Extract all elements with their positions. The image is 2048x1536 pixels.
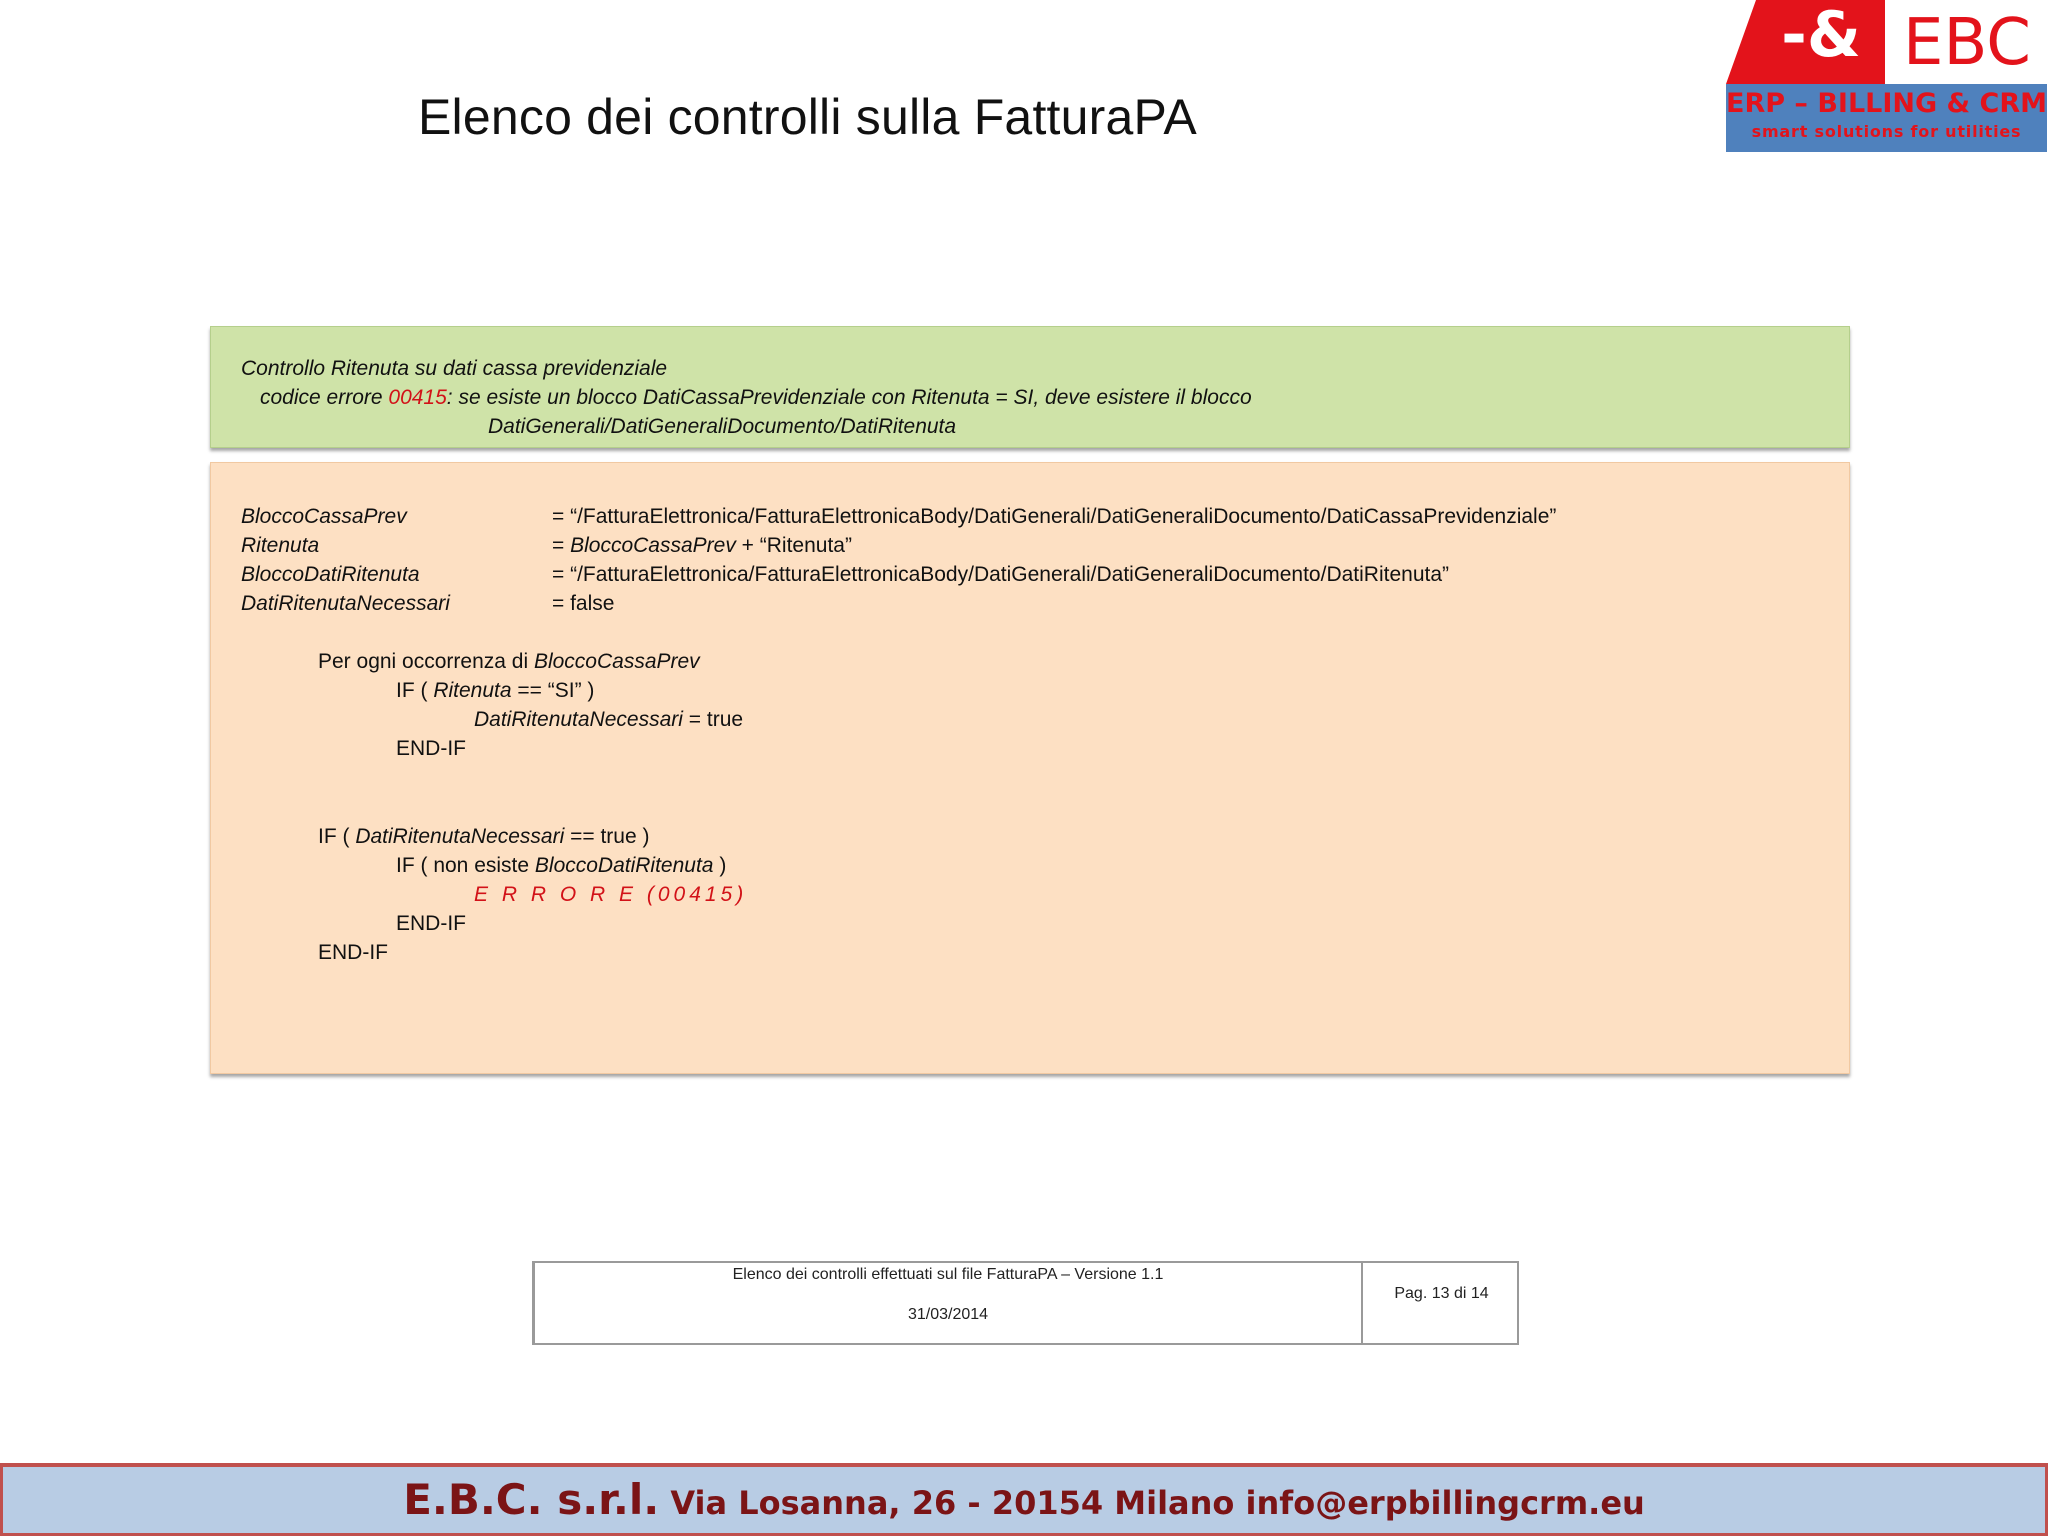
if-part: == true )	[564, 825, 650, 848]
ebc-logo	[1726, 0, 2047, 152]
footer-doc-title: Elenco dei controlli effettuati sul file FatturaPA – Versione 1.1	[732, 1266, 1164, 1283]
assign-line	[474, 708, 743, 732]
code-prefix: codice errore	[260, 386, 389, 409]
if-line	[396, 679, 594, 703]
error-line: E R R O R E (00415)	[474, 883, 748, 906]
logo-tagline: ERP – BILLING & CRM	[1726, 88, 2047, 119]
if-part: IF ( non esiste	[396, 854, 535, 877]
if-part: IF (	[396, 679, 434, 702]
logo-ebc-text: EBC	[1903, 6, 2031, 80]
endif-line: END-IF	[396, 912, 466, 935]
def-value: = false	[552, 592, 615, 615]
loop-var: BloccoCassaPrev	[533, 650, 700, 673]
error-code: 00415	[388, 386, 447, 409]
footer-divider	[1361, 1263, 1363, 1343]
if-part: IF (	[318, 825, 356, 848]
if-part: == “SI” )	[511, 679, 595, 702]
def-value-var: BloccoCassaPrev	[570, 534, 736, 557]
def-name: BloccoCassaPrev	[241, 505, 407, 528]
company-footer-bar	[0, 1463, 2048, 1536]
code-description-cont: DatiGenerali/DatiGeneraliDocumento/DatiRitenuta	[488, 415, 957, 438]
control-code-line	[260, 386, 1252, 410]
code-description: : se esiste un blocco DatiCassaPrevidenziale con Ritenuta = SI, deve esistere il blocco	[446, 386, 1252, 409]
assign-value: = true	[682, 708, 744, 731]
endif-line: END-IF	[396, 737, 466, 760]
document-footer	[532, 1261, 1519, 1345]
control-header-box	[210, 326, 1850, 448]
def-value-part: + “Ritenuta”	[735, 534, 852, 557]
company-name: E.B.C. s.r.l.	[403, 1475, 660, 1524]
logo-symbol: -&	[1781, 0, 1861, 71]
loop-line	[318, 650, 700, 674]
if-line	[318, 825, 649, 849]
def-name: Ritenuta	[241, 534, 320, 557]
logo-ebc-box	[1883, 0, 2047, 84]
footer-doc-date: 31/03/2014	[907, 1306, 989, 1323]
if-var: BloccoDatiRitenuta	[534, 854, 714, 877]
def-value	[552, 534, 852, 558]
def-name: BloccoDatiRitenuta	[241, 563, 420, 586]
logo-subtagline: smart solutions for utilities	[1751, 122, 2022, 141]
if-var: DatiRitenutaNecessari	[355, 825, 565, 848]
if-part: )	[713, 854, 727, 877]
assign-var: DatiRitenutaNecessari	[474, 708, 683, 731]
control-title: Controllo Ritenuta su dati cassa previdenziale	[241, 357, 668, 380]
def-value-part: =	[552, 534, 571, 557]
page-title: Elenco dei controlli sulla FatturaPA	[418, 89, 1197, 145]
endif-line: END-IF	[318, 941, 388, 964]
footer-page-number: Pag. 13 di 14	[1394, 1285, 1489, 1302]
pseudocode-box	[210, 462, 1850, 1074]
if-var: Ritenuta	[433, 679, 512, 702]
def-value: = “/FatturaElettronica/FatturaElettronicaBody/DatiGenerali/DatiGeneraliDocumento/DatiRitenuta”	[552, 563, 1450, 586]
def-value: = “/FatturaElettronica/FatturaElettronicaBody/DatiGenerali/DatiGeneraliDocumento/DatiCassaPrevidenziale”	[552, 505, 1557, 528]
def-name: DatiRitenutaNecessari	[241, 592, 450, 615]
if-line	[396, 854, 726, 878]
loop-prefix: Per ogni occorrenza di	[318, 650, 534, 673]
logo-tagline-band	[1726, 84, 2047, 152]
company-address: Via Losanna, 26 - 20154 Milano info@erpbillingcrm.eu	[659, 1484, 1645, 1522]
